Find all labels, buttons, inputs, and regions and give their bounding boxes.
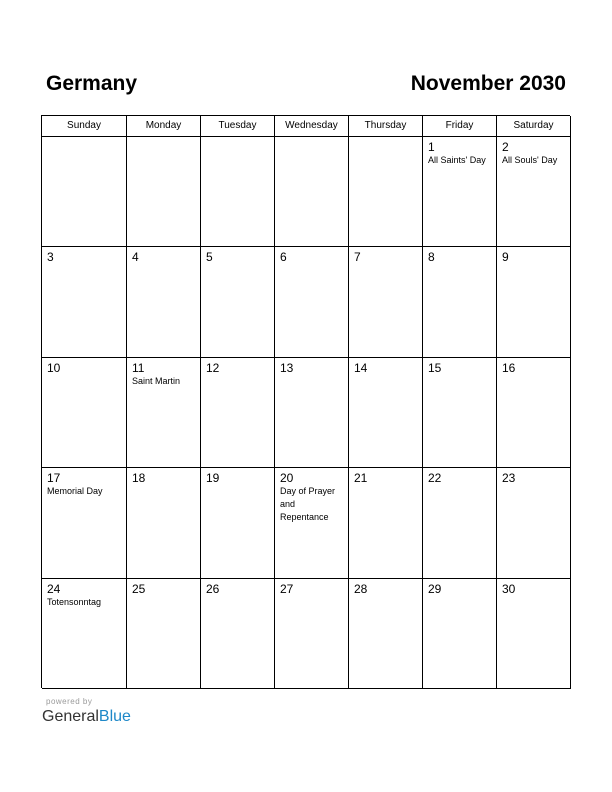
day-cell <box>275 358 349 468</box>
day-number: 28 <box>354 581 368 596</box>
holiday-label: All Souls' Day <box>502 155 558 165</box>
day-number: 30 <box>502 581 516 596</box>
holiday-label: Saint Martin <box>132 375 181 386</box>
day-number: 24 <box>47 581 61 596</box>
holiday-label: Totensonntag <box>47 596 102 607</box>
week-row <box>42 247 570 357</box>
day-number: 13 <box>280 360 294 375</box>
weekday-saturday: Saturday <box>497 116 571 137</box>
day-cell <box>349 358 423 468</box>
day-number: 25 <box>132 581 146 596</box>
day-number: 14 <box>354 360 368 375</box>
day-number: 19 <box>206 471 220 486</box>
day-cell <box>275 468 349 578</box>
day-cell <box>201 247 275 357</box>
calendar-grid <box>41 115 570 688</box>
day-cell <box>349 579 423 689</box>
day-cell <box>423 137 497 247</box>
day-cell <box>201 137 275 247</box>
day-cell <box>42 247 127 357</box>
day-cell <box>42 358 127 468</box>
day-cell <box>349 247 423 357</box>
day-cell <box>497 468 571 578</box>
day-number: 9 <box>502 250 509 265</box>
day-cell <box>497 247 571 357</box>
brand-name-blue: Blue <box>98 708 131 725</box>
week-row <box>42 137 570 247</box>
day-cell <box>275 137 349 247</box>
day-cell <box>42 137 127 247</box>
day-cell <box>127 579 201 689</box>
week-row <box>42 468 570 578</box>
day-cell <box>42 579 127 689</box>
day-number: 12 <box>206 360 220 375</box>
day-cell <box>349 137 423 247</box>
weekday-header-row <box>42 116 570 137</box>
day-number: 23 <box>502 471 516 486</box>
holiday-label: Memorial Day <box>47 486 103 497</box>
day-number: 4 <box>132 250 139 265</box>
weekday-friday: Friday <box>423 116 497 137</box>
day-cell <box>497 579 571 689</box>
day-number: 21 <box>354 471 368 486</box>
day-number: 16 <box>502 360 516 375</box>
day-number: 6 <box>280 250 287 265</box>
day-number: 26 <box>206 581 220 596</box>
day-cell <box>127 358 201 468</box>
day-number: 2 <box>502 140 509 154</box>
day-cell <box>127 247 201 357</box>
day-cell <box>423 468 497 578</box>
day-number: 27 <box>280 581 294 596</box>
day-number: 11 <box>132 360 145 375</box>
day-cell <box>275 247 349 357</box>
day-number: 10 <box>47 360 61 375</box>
month-title: November 2030 <box>410 72 566 95</box>
day-cell <box>423 247 497 357</box>
day-cell <box>201 579 275 689</box>
day-number: 18 <box>132 471 146 486</box>
holiday-label: All Saints' Day <box>428 155 486 165</box>
day-number: 1 <box>428 140 435 154</box>
day-cell <box>497 358 571 468</box>
week-row <box>42 579 570 689</box>
day-cell <box>127 468 201 578</box>
day-number: 7 <box>354 250 361 265</box>
powered-by-label: powered by <box>46 697 93 706</box>
weekday-wednesday: Wednesday <box>275 116 349 137</box>
brand-logo[interactable] <box>42 708 131 726</box>
day-cell <box>201 358 275 468</box>
day-cell <box>275 579 349 689</box>
weekday-monday: Monday <box>127 116 201 137</box>
day-number: 15 <box>428 360 442 375</box>
day-cell <box>201 468 275 578</box>
day-cell <box>349 468 423 578</box>
holiday-label: Day of Prayer and Repentance <box>280 486 336 523</box>
day-number: 20 <box>280 471 294 486</box>
day-number: 29 <box>428 581 442 596</box>
day-number: 8 <box>428 250 435 265</box>
weekday-sunday: Sunday <box>42 116 127 137</box>
footer-branding <box>42 697 131 726</box>
day-number: 5 <box>206 250 213 265</box>
weekday-thursday: Thursday <box>349 116 423 137</box>
week-row <box>42 358 570 468</box>
country-title: Germany <box>46 72 138 95</box>
day-number: 22 <box>428 471 442 486</box>
day-cell <box>423 358 497 468</box>
day-cell <box>497 137 571 247</box>
day-number: 3 <box>47 250 54 265</box>
day-cell <box>423 579 497 689</box>
day-number: 17 <box>47 471 61 486</box>
day-cell <box>42 468 127 578</box>
weekday-tuesday: Tuesday <box>201 116 275 137</box>
day-cell <box>127 137 201 247</box>
brand-name-general: General <box>42 708 99 725</box>
